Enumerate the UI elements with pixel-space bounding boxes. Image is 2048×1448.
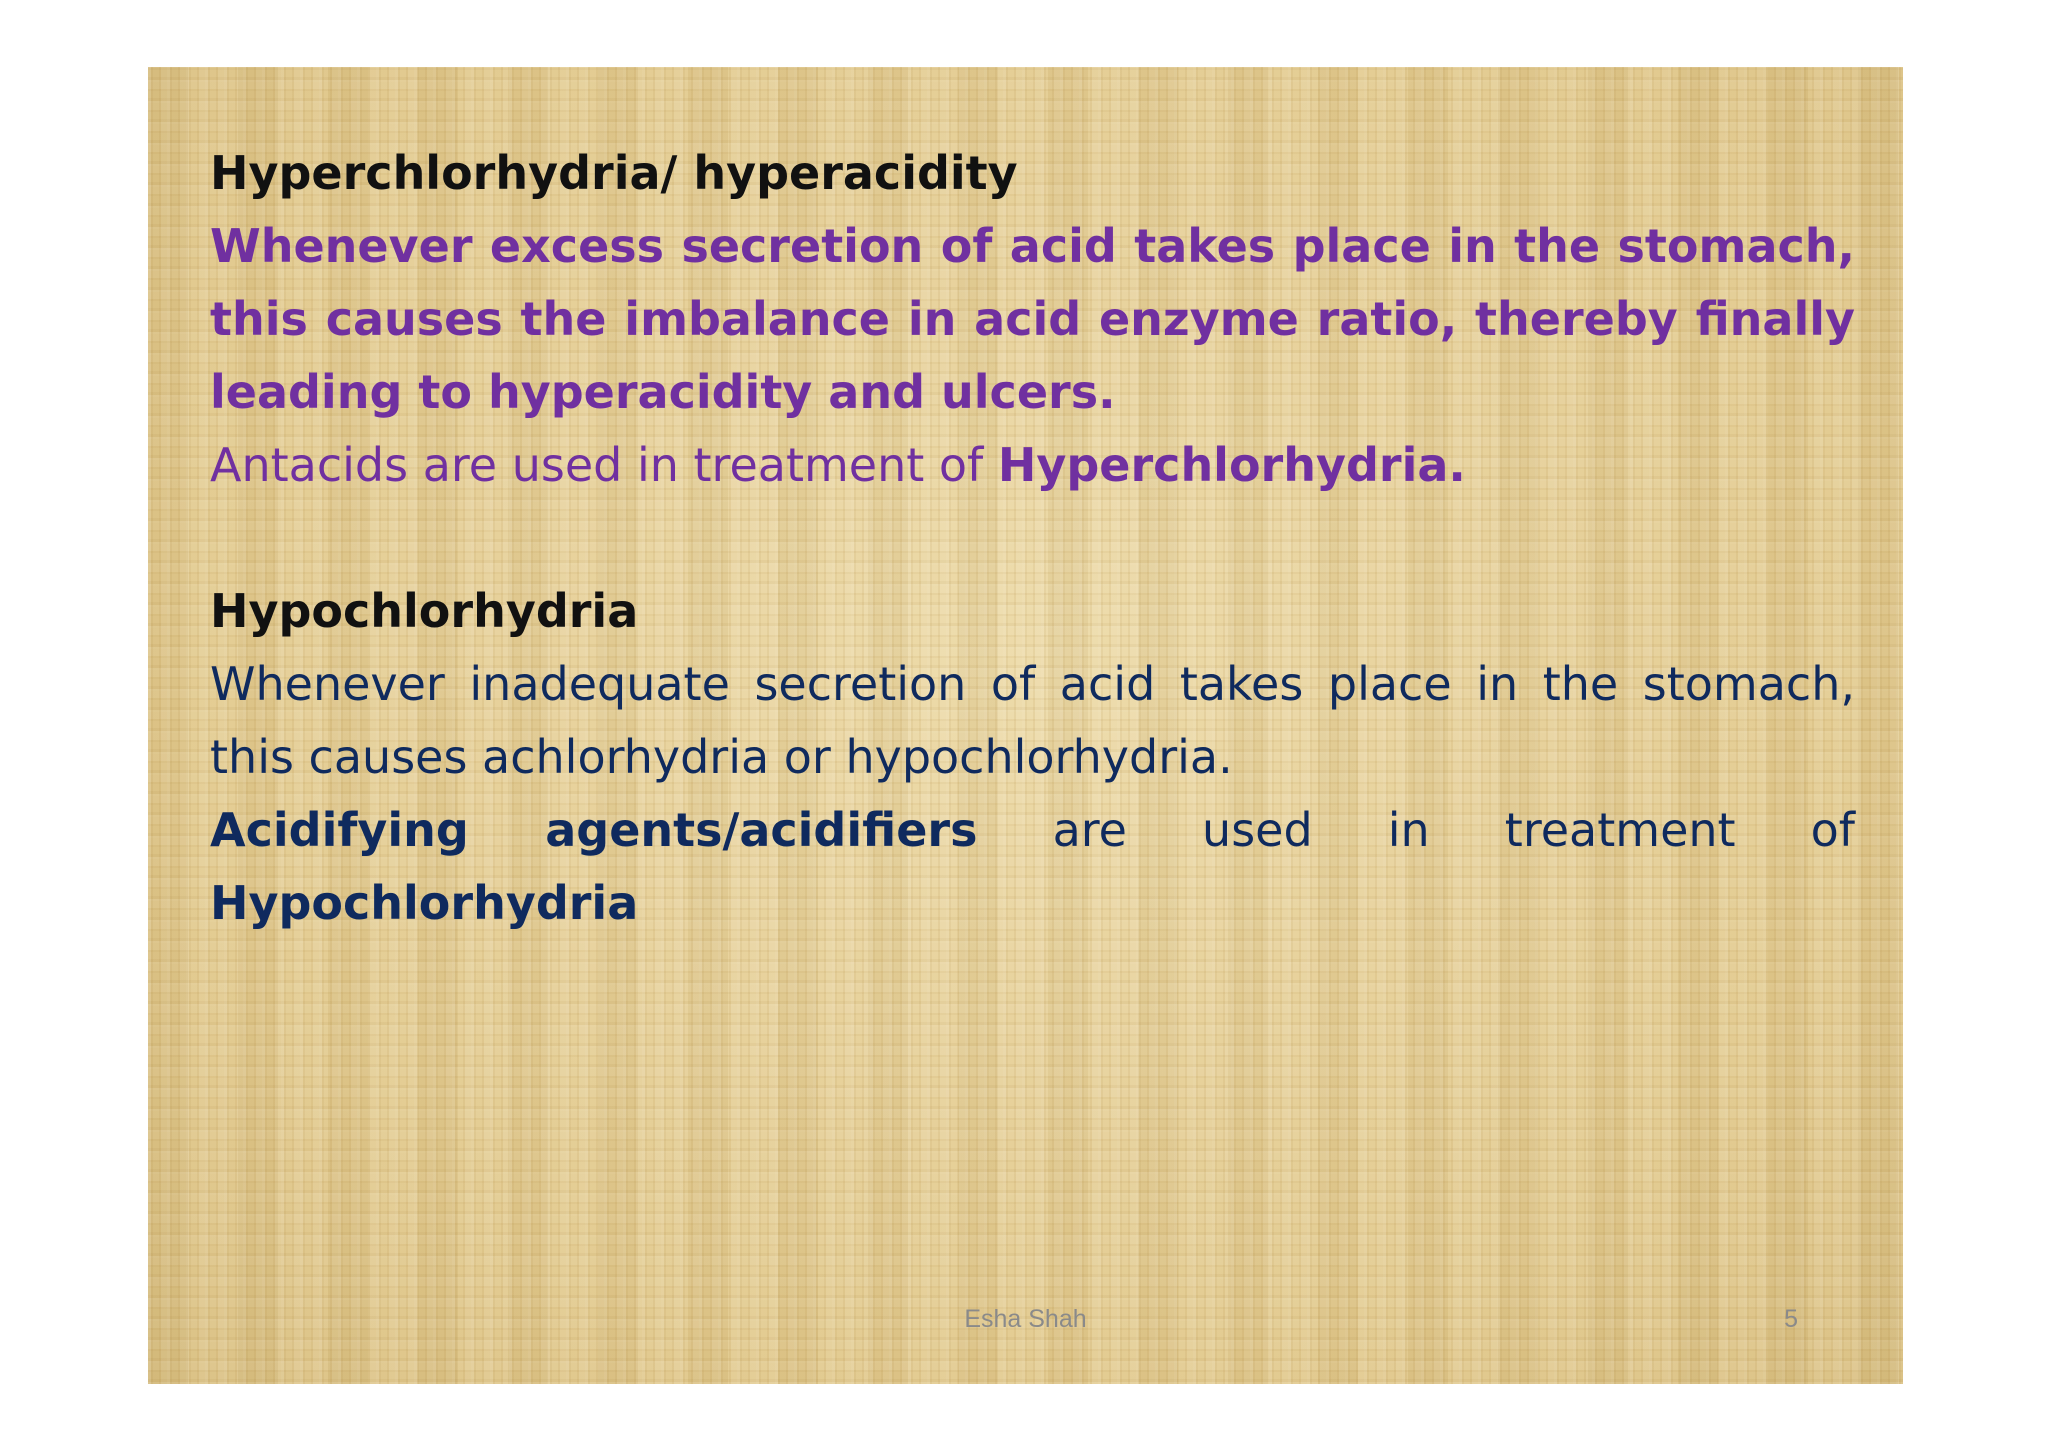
antacids-treatment-line — [210, 429, 1855, 502]
slide-content — [210, 137, 1855, 940]
acidifiers-treatment-term: Hypochlorhydria — [210, 876, 639, 930]
section-spacer — [210, 502, 1855, 575]
hyperchlorhydria-heading: Hyperchlorhydria/ hyperacidity — [210, 146, 1018, 200]
hypochlorhydria-heading: Hypochlorhydria — [210, 584, 639, 638]
footer-author: Esha Shah — [964, 1305, 1087, 1333]
footer-page-number: 5 — [1784, 1305, 1798, 1333]
hypochlorhydria-description: Whenever inadequate secretion of acid takes place in the stomach, this causes achlorhydria or hypochlorhydria. — [210, 657, 1855, 784]
slide — [148, 67, 1903, 1384]
antacids-treatment-term: Hyperchlorhydria. — [997, 438, 1466, 492]
acidifiers-treatment-middle: are used in treatment of — [977, 803, 1855, 857]
acidifiers-treatment-line — [210, 794, 1855, 940]
hyperchlorhydria-description: Whenever excess secretion of acid takes place in the stomach, this causes the imbalance in acid enzyme ratio, thereby finally leading to hyperacidity and ulcers. — [210, 219, 1855, 419]
antacids-treatment-prefix: Antacids are used in treatment of — [210, 438, 998, 492]
acidifiers-treatment-agent: Acidifying agents/acidifiers — [210, 803, 978, 857]
